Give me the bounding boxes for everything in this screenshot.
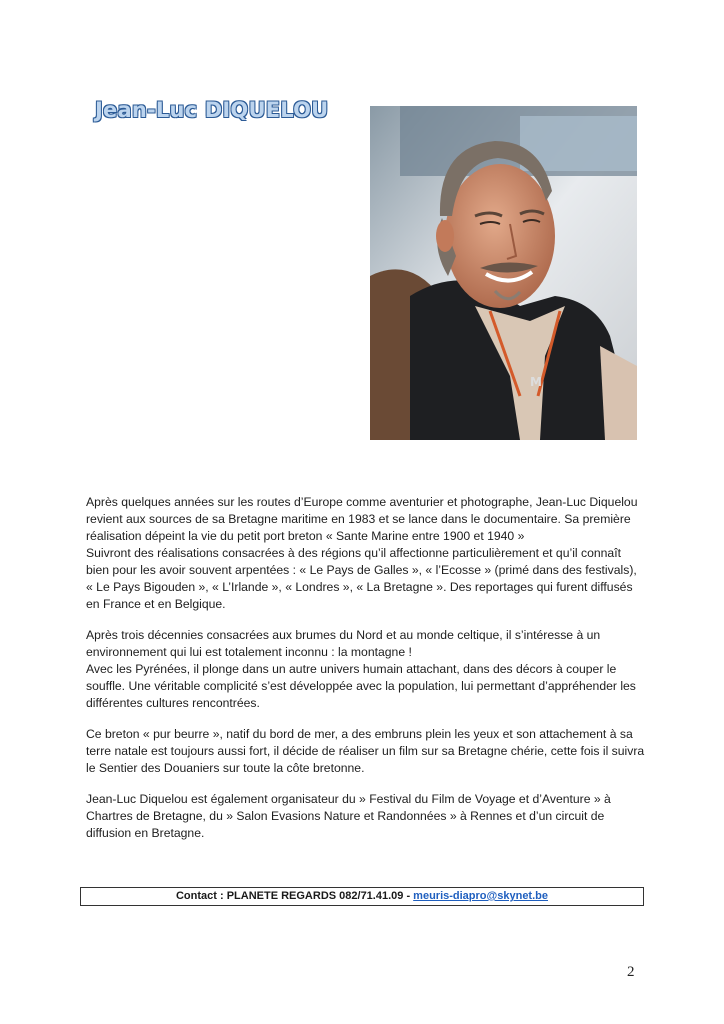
bio-paragraph: Après trois décennies consacrées aux brumes du Nord et au monde celtique, il s’intéresse à un environnement qui lui est totalement inconnu : la montagne ! Avec les Pyrénées, il plonge dans un autre univers humain attachant, dans des décors à couper le souffle. Une véritable complicité s’est développée avec la population, lui permettant d’appréhender les différentes cultures rencontrées.: [86, 628, 636, 710]
portrait-illustration: [370, 106, 637, 440]
bio-paragraph: Après quelques années sur les routes d’Europe comme aventurier et photographe, Jean-Luc Diquelou revient aux sources de sa Bretagne maritime en 1983 et se lance dans le documentaire. Sa première réalisation dépeint la vie du petit port breton « Sante Marine entre 1900 et 1940 » Suivront des réalisations consacrées à des régions qu’il affectionne particulièrement et qu’il connaît bien pour les avoir souvent arpentées : « Le Pays de Galles », « l’Ecosse » (primé dans des festivals), « Le Pays Bigouden », « L’Irlande », « Londres », « La Bretagne ». Des reportages qui furent diffusés en France et en Belgique.: [86, 495, 638, 611]
contact-email-link[interactable]: meuris-diapro@skynet.be: [413, 890, 548, 902]
portrait-photo: [370, 106, 637, 440]
svg-text:M: M: [530, 375, 542, 389]
page-title: Jean-Luc DIQUELOU: [95, 98, 329, 122]
bio-paragraph: Jean-Luc Diquelou est également organisateur du » Festival du Film de Voyage et d’Aventure » à Chartres de Bretagne, du » Salon Evasions Nature et Randonnées » à Rennes et d’un circuit de diffusion en Bretagne.: [86, 792, 611, 840]
page-number: 2: [627, 964, 635, 980]
contact-label: Contact : PLANETE REGARDS 082/71.41.09 -: [175, 890, 414, 902]
bio-paragraph: Ce breton « pur beurre », natif du bord de mer, a des embruns plein les yeux et son attachement à sa terre natale est toujours aussi fort, il décide de réaliser un film sur sa Bretagne chérie, cette fois il suivra le Sentier des Douaniers sur toute la côte bretonne.: [86, 727, 645, 775]
biography-text: [86, 494, 646, 856]
contact-box: [80, 887, 644, 906]
